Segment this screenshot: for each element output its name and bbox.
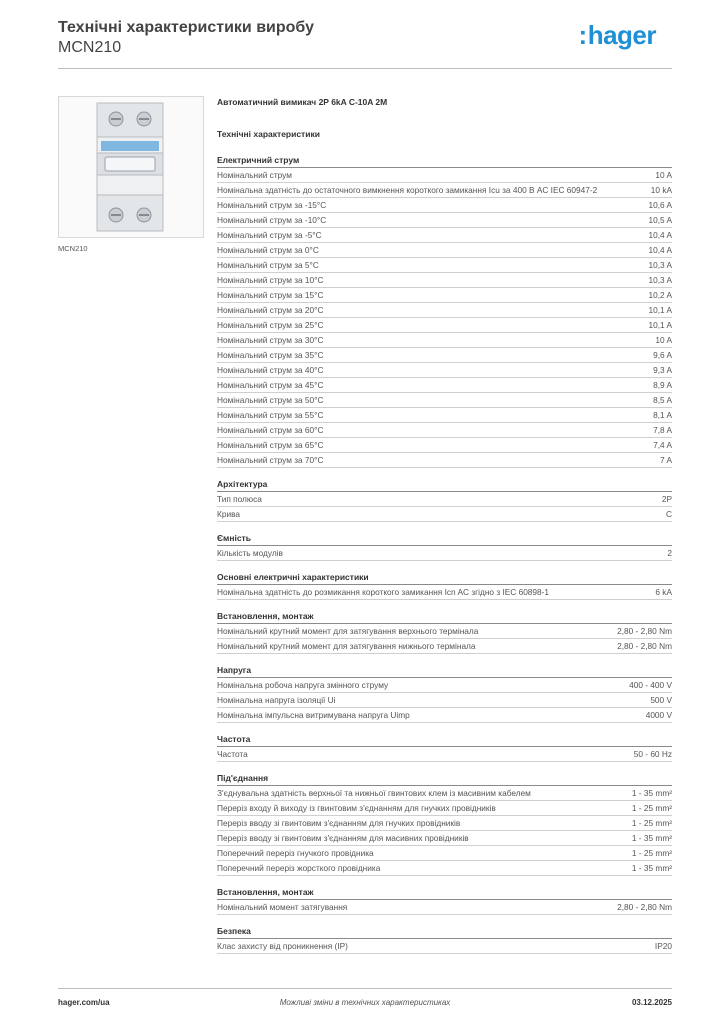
spec-label: Крива	[217, 509, 241, 519]
spec-heading: Технічні характеристики	[217, 129, 320, 139]
spec-value: 10 A	[655, 335, 672, 345]
product-title: Автоматичний вимикач 2P 6kA C-10A 2M	[217, 97, 388, 107]
spec-row	[217, 318, 672, 333]
spec-value: 10,3 A	[648, 275, 672, 285]
spec-row	[217, 900, 672, 915]
spec-row	[217, 408, 672, 423]
spec-sections	[217, 154, 672, 954]
spec-label: Номінальний струм за 0°C	[217, 245, 319, 255]
spec-label: Поперечний переріз гнучкого провідника	[217, 848, 374, 858]
spec-row	[217, 228, 672, 243]
footer-divider	[58, 988, 672, 989]
spec-row	[217, 708, 672, 723]
spec-value: 10,3 A	[648, 260, 672, 270]
section-title: Напруга	[217, 664, 672, 678]
spec-row	[217, 678, 672, 693]
spec-label: Номінальна напруга ізоляції Ui	[217, 695, 336, 705]
spec-label: Номінальний крутний момент для затягування нижнього термінала	[217, 641, 476, 651]
spec-label: Номінальний струм за 65°C	[217, 440, 324, 450]
section-title: Електричний струм	[217, 154, 672, 168]
circuit-breaker-illustration	[59, 97, 203, 237]
section-title: Встановлення, монтаж	[217, 610, 672, 624]
spec-label: Номінальний струм за 60°C	[217, 425, 324, 435]
spec-row	[217, 423, 672, 438]
spec-value: 7,8 A	[653, 425, 672, 435]
section-gap	[217, 561, 672, 571]
section-gap	[217, 762, 672, 772]
spec-row	[217, 438, 672, 453]
spec-label: Переріз входу й виходу із гвинтовим з'єднанням для гнучких провідників	[217, 803, 496, 813]
page-title: Технічні характеристики виробу	[58, 19, 314, 36]
spec-value: 10,4 A	[648, 245, 672, 255]
spec-value: 9,6 A	[653, 350, 672, 360]
logo-text: hager	[587, 20, 656, 50]
spec-row	[217, 693, 672, 708]
spec-value: 10,1 A	[648, 320, 672, 330]
spec-label: З'єднувальна здатність верхньої та нижньої гвинтових клем із масивним кабелем	[217, 788, 531, 798]
spec-label: Номінальна робоча напруга змінного струму	[217, 680, 389, 690]
image-caption: MCN210	[58, 244, 88, 253]
spec-value: 50 - 60 Hz	[633, 749, 672, 759]
spec-label: Номінальний струм за 25°C	[217, 320, 324, 330]
footer-note: Можливі зміни в технічних характеристиках	[279, 998, 451, 1007]
spec-content	[217, 96, 672, 954]
spec-row	[217, 624, 672, 639]
footer-website-link[interactable]: hager.com/ua	[58, 998, 110, 1007]
spec-label: Номінальна здатність до остаточного вимкнення короткого замикання Icu за 400 В AC IEC 60947-2	[217, 185, 598, 195]
spec-label: Номінальна імпульсна витримувана напруга Uimp	[217, 710, 410, 720]
spec-label: Номінальний струм за 35°C	[217, 350, 324, 360]
header-divider	[58, 68, 672, 69]
section-gap	[217, 468, 672, 478]
spec-value: 9,3 A	[653, 365, 672, 375]
spec-row	[217, 333, 672, 348]
spec-row	[217, 348, 672, 363]
spec-value: 2,80 - 2,80 Nm	[617, 626, 672, 636]
spec-row	[217, 168, 672, 183]
spec-row	[217, 861, 672, 876]
section-title: Ємність	[217, 532, 672, 546]
spec-row	[217, 288, 672, 303]
spec-value: 10,1 A	[648, 305, 672, 315]
spec-row	[217, 507, 672, 522]
section-gap	[217, 723, 672, 733]
spec-label: Клас захисту від проникнення (IP)	[217, 941, 348, 951]
spec-row	[217, 303, 672, 318]
spec-label: Переріз вводу зі гвинтовим з'єднанням для масивних провідників	[217, 833, 469, 843]
spec-label: Поперечний переріз жорсткого провідника	[217, 863, 381, 873]
spec-value: 2	[667, 548, 672, 558]
spec-value: 1 - 35 mm²	[631, 788, 672, 798]
spec-row	[217, 639, 672, 654]
spec-value: 1 - 25 mm²	[631, 818, 672, 828]
spec-value: 10 A	[655, 170, 672, 180]
spec-value: 500 V	[650, 695, 672, 705]
spec-row	[217, 786, 672, 801]
spec-row	[217, 198, 672, 213]
section-title: Частота	[217, 733, 672, 747]
spec-value: 10,4 A	[648, 230, 672, 240]
spec-label: Номінальний струм за 20°C	[217, 305, 324, 315]
spec-row	[217, 393, 672, 408]
spec-value: 4000 V	[645, 710, 672, 720]
spec-value: 1 - 25 mm²	[631, 848, 672, 858]
spec-row	[217, 258, 672, 273]
spec-label: Номінальний момент затягування	[217, 902, 348, 912]
section-gap	[217, 600, 672, 610]
spec-label: Номінальний струм за 5°C	[217, 260, 319, 270]
spec-row	[217, 243, 672, 258]
spec-row	[217, 831, 672, 846]
spec-value: 2,80 - 2,80 Nm	[617, 902, 672, 912]
spec-label: Номінальний струм за 50°C	[217, 395, 324, 405]
spec-row	[217, 585, 672, 600]
section-title: Безпека	[217, 925, 672, 939]
page-header	[58, 18, 672, 68]
spec-value: 10,5 A	[648, 215, 672, 225]
spec-value: 2P	[661, 494, 672, 504]
product-image	[58, 96, 204, 238]
spec-label: Номінальний струм за 10°C	[217, 275, 324, 285]
spec-row	[217, 183, 672, 198]
spec-label: Кількість модулів	[217, 548, 283, 558]
spec-label: Номінальна здатність до розмикання короткого замикання Icn AC згідно з IEC 60898-1	[217, 587, 550, 597]
section-title: Під'єднання	[217, 772, 672, 786]
hager-logo	[579, 20, 656, 51]
spec-value: 10,6 A	[648, 200, 672, 210]
spec-value: 1 - 25 mm²	[631, 803, 672, 813]
spec-label: Номінальний струм за -15°C	[217, 200, 327, 210]
spec-row	[217, 273, 672, 288]
section-gap	[217, 915, 672, 925]
spec-value: 2,80 - 2,80 Nm	[617, 641, 672, 651]
spec-value: 8,1 A	[653, 410, 672, 420]
spec-label: Переріз вводу зі гвинтовим з'єднанням для гнучких провідників	[217, 818, 461, 828]
section-gap	[217, 654, 672, 664]
page-subtitle: MCN210	[58, 39, 122, 56]
spec-row	[217, 801, 672, 816]
spec-value: 400 - 400 V	[629, 680, 672, 690]
spec-label: Номінальний струм за 30°C	[217, 335, 324, 345]
spec-label: Номінальний крутний момент для затягування верхнього термінала	[217, 626, 479, 636]
spec-row	[217, 939, 672, 954]
section-title: Архітектура	[217, 478, 672, 492]
spec-value: IP20	[654, 941, 672, 951]
spec-label: Номінальний струм за 15°C	[217, 290, 324, 300]
spec-label: Номінальний струм за 45°C	[217, 380, 324, 390]
spec-label: Тип полюса	[217, 494, 262, 504]
logo-dots-icon: :	[578, 20, 587, 50]
spec-row	[217, 213, 672, 228]
spec-value: 6 kA	[655, 587, 672, 597]
section-gap	[217, 522, 672, 532]
spec-row	[217, 747, 672, 762]
spec-row	[217, 453, 672, 468]
spec-label: Номінальний струм за 70°C	[217, 455, 324, 465]
spec-row	[217, 546, 672, 561]
spec-row	[217, 492, 672, 507]
spec-value: 8,9 A	[653, 380, 672, 390]
spec-value: 10 kA	[650, 185, 672, 195]
spec-row	[217, 846, 672, 861]
spec-label: Номінальний струм	[217, 170, 292, 180]
section-title: Основні електричні характеристики	[217, 571, 672, 585]
spec-label: Номінальний струм за -5°C	[217, 230, 322, 240]
spec-row	[217, 363, 672, 378]
spec-label: Номінальний струм за -10°C	[217, 215, 327, 225]
spec-value: 1 - 35 mm²	[631, 863, 672, 873]
spec-row	[217, 378, 672, 393]
footer-date: 03.12.2025	[631, 998, 672, 1007]
spec-value: 7 A	[660, 455, 672, 465]
spec-value: 10,2 A	[648, 290, 672, 300]
spec-label: Частота	[217, 749, 248, 759]
section-title: Встановлення, монтаж	[217, 886, 672, 900]
spec-value: 7,4 A	[653, 440, 672, 450]
spec-label: Номінальний струм за 55°C	[217, 410, 324, 420]
section-gap	[217, 876, 672, 886]
spec-value: 1 - 35 mm²	[631, 833, 672, 843]
spec-label: Номінальний струм за 40°C	[217, 365, 324, 375]
spec-row	[217, 816, 672, 831]
spec-value: 8,5 A	[653, 395, 672, 405]
spec-value: C	[666, 509, 672, 519]
